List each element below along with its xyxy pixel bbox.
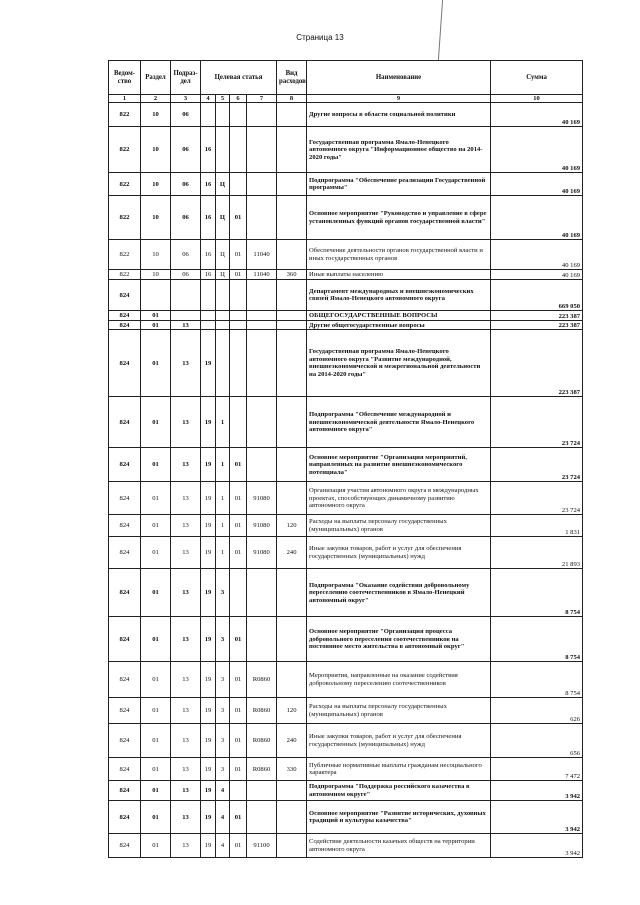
cell-summa: 8 754 bbox=[491, 617, 583, 662]
cell-summa: 656 bbox=[491, 724, 583, 758]
table-row bbox=[109, 834, 583, 858]
cell-razdel: 10 bbox=[141, 270, 171, 280]
cell-podrazdel: 13 bbox=[171, 569, 201, 617]
table-row bbox=[109, 617, 583, 662]
cell-cel-1: 16 bbox=[201, 196, 216, 240]
cell-cel-1: 19 bbox=[201, 617, 216, 662]
cell-cel-4: 91100 bbox=[247, 834, 277, 858]
cell-cel-1: 19 bbox=[201, 781, 216, 801]
cell-vid-rashodov bbox=[277, 330, 307, 397]
cell-vid-rashodov bbox=[277, 801, 307, 834]
cell-cel-2: 1 bbox=[216, 448, 230, 482]
cell-vedomstvo: 822 bbox=[109, 240, 141, 270]
cell-razdel: 01 bbox=[141, 834, 171, 858]
cell-cel-1: 19 bbox=[201, 801, 216, 834]
cell-naimenovanie: Публичные нормативные выплаты гражданам несоциального характера bbox=[307, 758, 491, 781]
cell-cel-4 bbox=[247, 311, 277, 321]
cell-cel-1: 16 bbox=[201, 240, 216, 270]
cell-cel-2 bbox=[216, 330, 230, 397]
cell-cel-4: R0860 bbox=[247, 698, 277, 724]
cell-cel-4 bbox=[247, 448, 277, 482]
cell-razdel: 10 bbox=[141, 127, 171, 173]
cell-cel-4: R0860 bbox=[247, 662, 277, 698]
cell-razdel: 01 bbox=[141, 537, 171, 569]
cell-summa: 669 050 bbox=[491, 280, 583, 311]
header-podrazdel: Подраз-дел bbox=[171, 61, 201, 95]
cell-naimenovanie: Обеспечение деятельности органов государственной власти и иных государственных органов bbox=[307, 240, 491, 270]
cell-vid-rashodov: 240 bbox=[277, 537, 307, 569]
cell-vid-rashodov bbox=[277, 280, 307, 311]
cell-vedomstvo: 824 bbox=[109, 448, 141, 482]
cell-vedomstvo: 822 bbox=[109, 196, 141, 240]
cell-cel-3 bbox=[230, 397, 247, 448]
cell-cel-3 bbox=[230, 103, 247, 127]
cell-cel-2: 1 bbox=[216, 537, 230, 569]
cell-podrazdel: 06 bbox=[171, 270, 201, 280]
cell-cel-3: 01 bbox=[230, 801, 247, 834]
cell-podrazdel: 13 bbox=[171, 482, 201, 515]
cell-cel-2: 1 bbox=[216, 397, 230, 448]
cell-cel-3: 01 bbox=[230, 270, 247, 280]
cell-vid-rashodov bbox=[277, 127, 307, 173]
cell-cel-2: 1 bbox=[216, 482, 230, 515]
table-row bbox=[109, 240, 583, 270]
cell-vid-rashodov bbox=[277, 834, 307, 858]
column-number: 10 bbox=[491, 95, 583, 103]
cell-cel-1: 19 bbox=[201, 724, 216, 758]
cell-cel-4 bbox=[247, 280, 277, 311]
cell-cel-3 bbox=[230, 311, 247, 321]
cell-naimenovanie: Подпрограмма "Обеспечение реализации Государственной программы" bbox=[307, 173, 491, 196]
cell-vedomstvo: 822 bbox=[109, 270, 141, 280]
cell-razdel: 01 bbox=[141, 662, 171, 698]
cell-naimenovanie: Содействие деятельности казачьих обществ на территории автономного округа bbox=[307, 834, 491, 858]
cell-vedomstvo: 824 bbox=[109, 834, 141, 858]
cell-vedomstvo: 824 bbox=[109, 801, 141, 834]
cell-cel-4 bbox=[247, 617, 277, 662]
cell-cel-3 bbox=[230, 280, 247, 311]
cell-summa: 21 893 bbox=[491, 537, 583, 569]
cell-podrazdel: 06 bbox=[171, 127, 201, 173]
cell-naimenovanie: Другие вопросы в области социальной политики bbox=[307, 103, 491, 127]
cell-vedomstvo: 824 bbox=[109, 280, 141, 311]
cell-cel-3 bbox=[230, 781, 247, 801]
cell-naimenovanie: Расходы на выплаты персоналу государственных (муниципальных) органов bbox=[307, 515, 491, 537]
cell-cel-1: 16 bbox=[201, 127, 216, 173]
cell-cel-3 bbox=[230, 569, 247, 617]
table-row bbox=[109, 321, 583, 330]
cell-cel-4 bbox=[247, 781, 277, 801]
cell-razdel: 01 bbox=[141, 397, 171, 448]
cell-cel-2: 3 bbox=[216, 758, 230, 781]
column-number: 9 bbox=[307, 95, 491, 103]
cell-cel-4: 91080 bbox=[247, 482, 277, 515]
cell-razdel: 01 bbox=[141, 698, 171, 724]
cell-naimenovanie: Подпрограмма "Оказание содействия добровольному переселению соотечественников в Ямало-Ненецкий автономный округ" bbox=[307, 569, 491, 617]
cell-naimenovanie: Мероприятия, направленные на оказание содействия добровольному переселению соотечественников bbox=[307, 662, 491, 698]
cell-summa: 3 942 bbox=[491, 834, 583, 858]
cell-cel-3: 01 bbox=[230, 758, 247, 781]
cell-vedomstvo: 822 bbox=[109, 173, 141, 196]
header-razdel: Раздел bbox=[141, 61, 171, 95]
cell-vedomstvo: 824 bbox=[109, 569, 141, 617]
table-row bbox=[109, 397, 583, 448]
cell-cel-4 bbox=[247, 321, 277, 330]
cell-naimenovanie: Расходы на выплаты персоналу государственных (муниципальных) органов bbox=[307, 698, 491, 724]
column-number: 7 bbox=[247, 95, 277, 103]
table-header-row bbox=[109, 61, 583, 95]
cell-cel-2: Ц bbox=[216, 270, 230, 280]
header-vid-rashodov: Вид расходов bbox=[277, 61, 307, 95]
cell-summa: 40 169 bbox=[491, 196, 583, 240]
cell-razdel: 10 bbox=[141, 196, 171, 240]
cell-naimenovanie: Подпрограмма "Поддержка российского казачества в автономном округе" bbox=[307, 781, 491, 801]
cell-naimenovanie: Иные выплаты населению bbox=[307, 270, 491, 280]
cell-razdel: 01 bbox=[141, 617, 171, 662]
cell-vid-rashodov bbox=[277, 569, 307, 617]
cell-razdel: 01 bbox=[141, 758, 171, 781]
cell-naimenovanie: Подпрограмма "Обеспечение международной и внешнеэкономической деятельности Ямало-Ненецкого автономного округа" bbox=[307, 397, 491, 448]
cell-summa: 7 472 bbox=[491, 758, 583, 781]
cell-vid-rashodov: 120 bbox=[277, 698, 307, 724]
cell-naimenovanie: Основное мероприятие "Руководство и управление в сфере установленных функций органов государственной власти" bbox=[307, 196, 491, 240]
table-row bbox=[109, 537, 583, 569]
cell-cel-3 bbox=[230, 127, 247, 173]
cell-cel-3 bbox=[230, 173, 247, 196]
column-number: 4 bbox=[201, 95, 216, 103]
cell-cel-1: 19 bbox=[201, 569, 216, 617]
cell-razdel: 01 bbox=[141, 515, 171, 537]
cell-summa: 223 387 bbox=[491, 311, 583, 321]
cell-podrazdel: 06 bbox=[171, 103, 201, 127]
cell-vid-rashodov bbox=[277, 662, 307, 698]
cell-vid-rashodov: 360 bbox=[277, 270, 307, 280]
column-number: 8 bbox=[277, 95, 307, 103]
cell-summa: 23 724 bbox=[491, 397, 583, 448]
cell-cel-1: 19 bbox=[201, 662, 216, 698]
table-row bbox=[109, 103, 583, 127]
cell-cel-1: 19 bbox=[201, 515, 216, 537]
cell-cel-4 bbox=[247, 103, 277, 127]
page-title: Страница 13 bbox=[296, 33, 344, 42]
cell-podrazdel: 13 bbox=[171, 330, 201, 397]
table-row bbox=[109, 127, 583, 173]
cell-vid-rashodov bbox=[277, 397, 307, 448]
table-row bbox=[109, 724, 583, 758]
cell-summa: 40 169 bbox=[491, 270, 583, 280]
cell-cel-3: 01 bbox=[230, 482, 247, 515]
cell-cel-4 bbox=[247, 196, 277, 240]
cell-cel-4 bbox=[247, 397, 277, 448]
column-number: 5 bbox=[216, 95, 230, 103]
cell-summa: 3 942 bbox=[491, 801, 583, 834]
cell-cel-1: 19 bbox=[201, 834, 216, 858]
table-row bbox=[109, 781, 583, 801]
cell-cel-2 bbox=[216, 127, 230, 173]
cell-cel-1 bbox=[201, 280, 216, 311]
cell-vedomstvo: 824 bbox=[109, 397, 141, 448]
cell-cel-4 bbox=[247, 330, 277, 397]
cell-cel-1 bbox=[201, 321, 216, 330]
cell-razdel: 01 bbox=[141, 330, 171, 397]
cell-podrazdel: 06 bbox=[171, 173, 201, 196]
cell-podrazdel: 13 bbox=[171, 448, 201, 482]
cell-summa: 223 387 bbox=[491, 330, 583, 397]
cell-cel-3: 01 bbox=[230, 617, 247, 662]
cell-vedomstvo: 824 bbox=[109, 662, 141, 698]
column-number: 2 bbox=[141, 95, 171, 103]
cell-vid-rashodov bbox=[277, 240, 307, 270]
cell-podrazdel: 13 bbox=[171, 834, 201, 858]
cell-podrazdel: 13 bbox=[171, 662, 201, 698]
cell-cel-4: R0860 bbox=[247, 758, 277, 781]
table-row bbox=[109, 330, 583, 397]
cell-summa: 223 387 bbox=[491, 321, 583, 330]
cell-cel-1: 19 bbox=[201, 537, 216, 569]
cell-cel-1: 19 bbox=[201, 448, 216, 482]
cell-razdel: 01 bbox=[141, 482, 171, 515]
cell-cel-4 bbox=[247, 127, 277, 173]
cell-cel-4: 91080 bbox=[247, 537, 277, 569]
table-row bbox=[109, 801, 583, 834]
cell-cel-3: 01 bbox=[230, 834, 247, 858]
cell-razdel: 01 bbox=[141, 311, 171, 321]
cell-naimenovanie: Основное мероприятие "Развитие исторических, духовных традиций и культуры казачества" bbox=[307, 801, 491, 834]
table-row bbox=[109, 662, 583, 698]
cell-razdel: 01 bbox=[141, 448, 171, 482]
table-row bbox=[109, 280, 583, 311]
cell-vid-rashodov bbox=[277, 321, 307, 330]
cell-vid-rashodov bbox=[277, 448, 307, 482]
cell-summa: 40 169 bbox=[491, 127, 583, 173]
cell-summa: 40 169 bbox=[491, 103, 583, 127]
cell-cel-1 bbox=[201, 311, 216, 321]
cell-razdel: 01 bbox=[141, 569, 171, 617]
cell-naimenovanie: Департамент международных и внешнеэкономических связей Ямало-Ненецкого автономного округа bbox=[307, 280, 491, 311]
cell-vid-rashodov bbox=[277, 103, 307, 127]
table-row bbox=[109, 448, 583, 482]
cell-cel-2: 4 bbox=[216, 781, 230, 801]
table-row bbox=[109, 173, 583, 196]
cell-cel-3: 01 bbox=[230, 448, 247, 482]
cell-summa: 626 bbox=[491, 698, 583, 724]
cell-cel-2: 3 bbox=[216, 617, 230, 662]
cell-summa: 23 724 bbox=[491, 448, 583, 482]
cell-cel-2: 3 bbox=[216, 724, 230, 758]
header-naimenovanie: Наименование bbox=[307, 61, 491, 95]
cell-vid-rashodov: 120 bbox=[277, 515, 307, 537]
cell-cel-1: 16 bbox=[201, 270, 216, 280]
cell-cel-2: 4 bbox=[216, 801, 230, 834]
table-body bbox=[109, 103, 583, 858]
cell-cel-4 bbox=[247, 801, 277, 834]
cell-vedomstvo: 824 bbox=[109, 724, 141, 758]
cell-cel-2: Ц bbox=[216, 240, 230, 270]
cell-naimenovanie: ОБЩЕГОСУДАРСТВЕННЫЕ ВОПРОСЫ bbox=[307, 311, 491, 321]
cell-cel-2: 3 bbox=[216, 698, 230, 724]
cell-cel-2: 1 bbox=[216, 515, 230, 537]
cell-vedomstvo: 822 bbox=[109, 103, 141, 127]
cell-podrazdel: 13 bbox=[171, 537, 201, 569]
table-row bbox=[109, 569, 583, 617]
cell-summa: 3 942 bbox=[491, 781, 583, 801]
cell-podrazdel: 13 bbox=[171, 801, 201, 834]
cell-razdel: 10 bbox=[141, 240, 171, 270]
cell-cel-4: 11040 bbox=[247, 270, 277, 280]
cell-cel-2: 4 bbox=[216, 834, 230, 858]
cell-vedomstvo: 822 bbox=[109, 127, 141, 173]
cell-cel-3: 01 bbox=[230, 515, 247, 537]
cell-podrazdel: 06 bbox=[171, 240, 201, 270]
cell-cel-3: 01 bbox=[230, 662, 247, 698]
table-row bbox=[109, 758, 583, 781]
cell-cel-1: 19 bbox=[201, 758, 216, 781]
column-number: 1 bbox=[109, 95, 141, 103]
cell-vedomstvo: 824 bbox=[109, 330, 141, 397]
cell-razdel: 10 bbox=[141, 173, 171, 196]
cell-cel-4 bbox=[247, 569, 277, 617]
cell-cel-1: 19 bbox=[201, 698, 216, 724]
cell-razdel: 10 bbox=[141, 103, 171, 127]
cell-cel-4 bbox=[247, 173, 277, 196]
column-number-row bbox=[109, 95, 583, 103]
cell-podrazdel: 13 bbox=[171, 698, 201, 724]
cell-cel-3: 01 bbox=[230, 196, 247, 240]
table-row bbox=[109, 196, 583, 240]
cell-vedomstvo: 824 bbox=[109, 781, 141, 801]
cell-naimenovanie: Основное мероприятие "Организация мероприятий, направленных на развитие внешнеэкономического потенциала" bbox=[307, 448, 491, 482]
header-vedomstvo: Ведом-ство bbox=[109, 61, 141, 95]
cell-vid-rashodov bbox=[277, 173, 307, 196]
cell-naimenovanie: Основное мероприятие "Организация процесса добровольного переселения соотечественников на постоянное место жительства в автономный округ" bbox=[307, 617, 491, 662]
column-number: 3 bbox=[171, 95, 201, 103]
table-row bbox=[109, 482, 583, 515]
cell-cel-1: 16 bbox=[201, 173, 216, 196]
cell-cel-2: 3 bbox=[216, 569, 230, 617]
cell-cel-3: 01 bbox=[230, 698, 247, 724]
cell-vid-rashodov bbox=[277, 311, 307, 321]
cell-cel-2 bbox=[216, 280, 230, 311]
cell-vedomstvo: 824 bbox=[109, 321, 141, 330]
cell-podrazdel bbox=[171, 280, 201, 311]
cell-cel-2: 3 bbox=[216, 662, 230, 698]
scan-artifact-line bbox=[438, 0, 443, 60]
cell-razdel: 01 bbox=[141, 321, 171, 330]
cell-vedomstvo: 824 bbox=[109, 537, 141, 569]
cell-summa: 23 724 bbox=[491, 482, 583, 515]
cell-podrazdel: 13 bbox=[171, 758, 201, 781]
cell-summa: 40 169 bbox=[491, 173, 583, 196]
cell-vedomstvo: 824 bbox=[109, 617, 141, 662]
cell-vedomstvo: 824 bbox=[109, 482, 141, 515]
cell-vid-rashodov: 330 bbox=[277, 758, 307, 781]
cell-cel-2 bbox=[216, 311, 230, 321]
cell-naimenovanie: Организация участия автономного округа в международных проектах, способствующих динамичному развитию автономного округа bbox=[307, 482, 491, 515]
cell-podrazdel: 13 bbox=[171, 617, 201, 662]
cell-cel-1: 19 bbox=[201, 330, 216, 397]
cell-podrazdel: 06 bbox=[171, 196, 201, 240]
cell-cel-4: 91080 bbox=[247, 515, 277, 537]
cell-cel-2: Ц bbox=[216, 173, 230, 196]
table-row bbox=[109, 515, 583, 537]
cell-vid-rashodov: 240 bbox=[277, 724, 307, 758]
cell-cel-3: 01 bbox=[230, 240, 247, 270]
cell-cel-2 bbox=[216, 103, 230, 127]
cell-cel-4: R0860 bbox=[247, 724, 277, 758]
table-row bbox=[109, 311, 583, 321]
cell-cel-3 bbox=[230, 330, 247, 397]
column-number: 6 bbox=[230, 95, 247, 103]
table-row bbox=[109, 270, 583, 280]
cell-podrazdel bbox=[171, 311, 201, 321]
cell-vedomstvo: 824 bbox=[109, 758, 141, 781]
cell-razdel: 01 bbox=[141, 801, 171, 834]
cell-vid-rashodov bbox=[277, 196, 307, 240]
cell-vid-rashodov bbox=[277, 482, 307, 515]
cell-podrazdel: 13 bbox=[171, 781, 201, 801]
cell-podrazdel: 13 bbox=[171, 397, 201, 448]
cell-summa: 40 169 bbox=[491, 240, 583, 270]
cell-podrazdel: 13 bbox=[171, 724, 201, 758]
cell-podrazdel: 13 bbox=[171, 321, 201, 330]
cell-summa: 1 831 bbox=[491, 515, 583, 537]
header-celevaya-statya: Целевая статья bbox=[201, 61, 277, 95]
cell-cel-1: 19 bbox=[201, 482, 216, 515]
cell-summa: 8 754 bbox=[491, 662, 583, 698]
cell-razdel: 01 bbox=[141, 781, 171, 801]
budget-table bbox=[108, 60, 583, 858]
cell-naimenovanie: Иные закупки товаров, работ и услуг для обеспечения государственных (муниципальных) нужд bbox=[307, 537, 491, 569]
cell-vid-rashodov bbox=[277, 781, 307, 801]
cell-vedomstvo: 824 bbox=[109, 515, 141, 537]
header-summa: Сумма bbox=[491, 61, 583, 95]
cell-razdel: 01 bbox=[141, 724, 171, 758]
cell-cel-3: 01 bbox=[230, 537, 247, 569]
cell-cel-2 bbox=[216, 321, 230, 330]
cell-naimenovanie: Другие общегосударственные вопросы bbox=[307, 321, 491, 330]
cell-naimenovanie: Иные закупки товаров, работ и услуг для обеспечения государственных (муниципальных) нужд bbox=[307, 724, 491, 758]
cell-podrazdel: 13 bbox=[171, 515, 201, 537]
cell-cel-3 bbox=[230, 321, 247, 330]
cell-cel-1 bbox=[201, 103, 216, 127]
cell-cel-1: 19 bbox=[201, 397, 216, 448]
cell-vid-rashodov bbox=[277, 617, 307, 662]
cell-razdel bbox=[141, 280, 171, 311]
cell-cel-2: Ц bbox=[216, 196, 230, 240]
cell-summa: 8 754 bbox=[491, 569, 583, 617]
cell-cel-3: 01 bbox=[230, 724, 247, 758]
cell-vedomstvo: 824 bbox=[109, 311, 141, 321]
cell-cel-4: 11040 bbox=[247, 240, 277, 270]
table-row bbox=[109, 698, 583, 724]
cell-vedomstvo: 824 bbox=[109, 698, 141, 724]
cell-naimenovanie: Государственная программа Ямало-Ненецкого автономного округа "Информационное общество на 2014-2020 годы" bbox=[307, 127, 491, 173]
cell-naimenovanie: Государственная программа Ямало-Ненецкого автономного округа "Развитие международной, внешнеэкономической и межрегиональной деятельности на 2014-2020 годы" bbox=[307, 330, 491, 397]
